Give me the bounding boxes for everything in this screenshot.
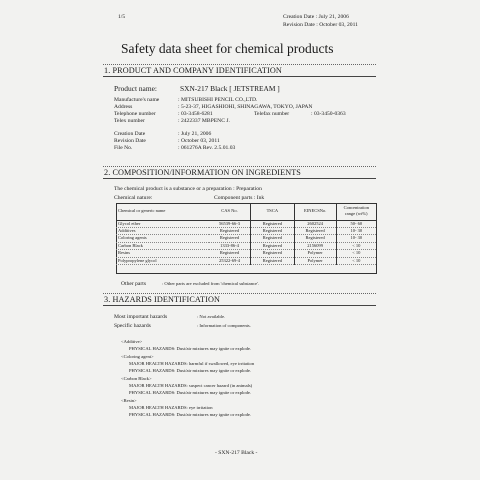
column-header: Chemical or generic name bbox=[116, 203, 209, 220]
section-rule bbox=[103, 76, 376, 77]
column-header-concentration bbox=[336, 203, 376, 220]
telephone-label: Telephone number bbox=[114, 111, 156, 117]
table-cell: < 10 bbox=[336, 257, 376, 264]
table-cell: Polypropylene glycol bbox=[116, 257, 209, 264]
other-parts-label: Other parts bbox=[121, 281, 147, 287]
table-cell: Registered bbox=[294, 235, 336, 242]
table-cell: Glycol ether bbox=[116, 220, 209, 227]
file-no-value: : 061276A Rev. 2.5.01.03 bbox=[178, 145, 236, 151]
table-cell: Registered bbox=[209, 227, 250, 234]
section-rule bbox=[103, 305, 376, 306]
section-rule bbox=[103, 64, 376, 65]
column-header: Concentration bbox=[343, 204, 370, 210]
column-header: TSCA bbox=[251, 203, 295, 220]
section-rule bbox=[103, 293, 376, 294]
hazard-group-name: <Resin> bbox=[121, 398, 137, 403]
header-creation-date: Creation Date : July 21, 2006 bbox=[283, 14, 349, 20]
telefax-value: : 03-3450-0363 bbox=[311, 111, 346, 117]
hazard-line: MAJOR HEALTH HAZARDS: eye irritation bbox=[129, 405, 213, 410]
table-row bbox=[116, 220, 376, 227]
table-cell: 50- 60 bbox=[336, 220, 376, 227]
table-cell: < 10 bbox=[336, 250, 376, 257]
manufacturer-label: Manufacture's name bbox=[114, 97, 160, 103]
chemical-nature-label: Chemical nature: bbox=[114, 195, 153, 201]
column-header: EINECSNo. bbox=[294, 203, 336, 220]
table-cell: Registered bbox=[251, 242, 295, 249]
chemical-nature-value: Component parts : Ink bbox=[214, 195, 265, 201]
telex-value: : 2422337 MBPENC J. bbox=[178, 118, 230, 124]
important-hazards-label: Most important hazards bbox=[114, 314, 168, 320]
creation-date-label: Creation Date bbox=[114, 131, 146, 137]
table-cell: Registered bbox=[251, 227, 295, 234]
table-cell: Registered bbox=[209, 250, 250, 257]
table-cell: 56539-66-3 bbox=[209, 220, 250, 227]
table-cell: Polymer bbox=[294, 250, 336, 257]
page-number: 1/5 bbox=[118, 14, 126, 20]
table-cell: Registered bbox=[209, 235, 250, 242]
composition-table bbox=[116, 203, 376, 265]
table-cell: < 10 bbox=[336, 242, 376, 249]
table-cell: Registered bbox=[294, 227, 336, 234]
file-no-label: File No. bbox=[114, 145, 133, 151]
hazard-group-name: <Additive> bbox=[121, 339, 143, 344]
table-cell: Registered bbox=[251, 250, 295, 257]
hazard-group-name: <Carbon Black> bbox=[121, 376, 152, 381]
telex-label: Telex number bbox=[114, 118, 145, 124]
other-parts-value: : Other parts are excluded from 'chemical substance'. bbox=[162, 281, 260, 286]
table-cell: 2156099 bbox=[294, 242, 336, 249]
column-header: CAS No. bbox=[209, 203, 250, 220]
table-row bbox=[116, 242, 376, 249]
table-cell: 2602524 bbox=[294, 220, 336, 227]
table-cell: Registered bbox=[251, 235, 295, 242]
hazard-line: MAJOR HEALTH HAZARDS: harmful if swallowed, eye irritation bbox=[129, 361, 255, 366]
table-cell: 10- 30 bbox=[336, 227, 376, 234]
address-label: Address bbox=[114, 104, 133, 110]
table-row bbox=[116, 235, 376, 242]
hazard-group-name: <Coloring agent> bbox=[121, 354, 154, 359]
hazard-line: MAJOR HEALTH HAZARDS: suspect cancer hazard (in animals) bbox=[129, 383, 253, 388]
specific-hazards-label: Specific hazards bbox=[114, 323, 151, 329]
telefax-label: Telefax number bbox=[254, 111, 290, 117]
page-footer: - SXN-217 Black - bbox=[215, 450, 258, 456]
important-hazards-value: : Not available. bbox=[197, 314, 226, 319]
section-rule bbox=[103, 166, 376, 167]
revision-date-value: : October 03, 2011 bbox=[178, 138, 220, 144]
section-rule bbox=[103, 178, 376, 179]
section3-heading: 3. HAZARDS IDENTIFICATION bbox=[104, 295, 220, 304]
table-row bbox=[116, 250, 376, 257]
table-cell: Resins bbox=[116, 250, 209, 257]
header-revision-date: Revision Date : October 03, 2011 bbox=[283, 22, 358, 28]
table-cell: Registered bbox=[251, 220, 295, 227]
specific-hazards-value: : Information of components. bbox=[197, 323, 251, 328]
page-title: Safety data sheet for chemical products bbox=[121, 41, 334, 56]
table-row bbox=[116, 257, 376, 264]
table-cell: Coloring agents bbox=[116, 235, 209, 242]
table-cell: 25322-69-4 bbox=[209, 257, 250, 264]
manufacturer-value: : MITSUBISHI PENCIL CO.,LTD. bbox=[178, 97, 258, 103]
table-cell: Polymer bbox=[294, 257, 336, 264]
hazard-line: PHYSICAL HAZARDS: Dust/air mixtures may ignite or explode. bbox=[129, 368, 252, 373]
column-subheader: range (wt%) bbox=[345, 211, 368, 217]
hazard-line: PHYSICAL HAZARDS: Dust/air mixtures may ignite or explode. bbox=[129, 412, 252, 417]
address-value: : 5-23-37, HIGASHIOHI, SHINAGAWA, TOKYO, JAPAN bbox=[178, 104, 313, 110]
hazard-line: PHYSICAL HAZARDS: Dust/air mixtures may ignite or explode. bbox=[129, 346, 252, 351]
table-cell: Additives bbox=[116, 227, 209, 234]
creation-date-value: : July 21, 2006 bbox=[178, 131, 212, 137]
product-name-value: SXN-217 Black [ JETSTREAM ] bbox=[180, 84, 280, 93]
section2-heading: 2. COMPOSITION/INFORMATION ON INGREDIENTS bbox=[104, 168, 301, 177]
product-name-label: Product name: bbox=[114, 84, 157, 93]
section1-heading: 1. PRODUCT AND COMPANY IDENTIFICATION bbox=[104, 66, 282, 75]
table-cell: Carbon Black bbox=[116, 242, 209, 249]
table-cell: Registered bbox=[251, 257, 295, 264]
table-cell: 10- 30 bbox=[336, 235, 376, 242]
revision-date-label: Revision Date bbox=[114, 138, 146, 144]
table-cell: 1333-86-4 bbox=[209, 242, 250, 249]
telephone-value: : 03-3458-6281 bbox=[178, 111, 213, 117]
hazard-line: PHYSICAL HAZARDS: Dust/air mixtures may ignite or explode. bbox=[129, 390, 252, 395]
product-type-statement: The chemical product is a substance or a preparation : Preparation bbox=[114, 186, 262, 192]
table-row bbox=[116, 227, 376, 234]
